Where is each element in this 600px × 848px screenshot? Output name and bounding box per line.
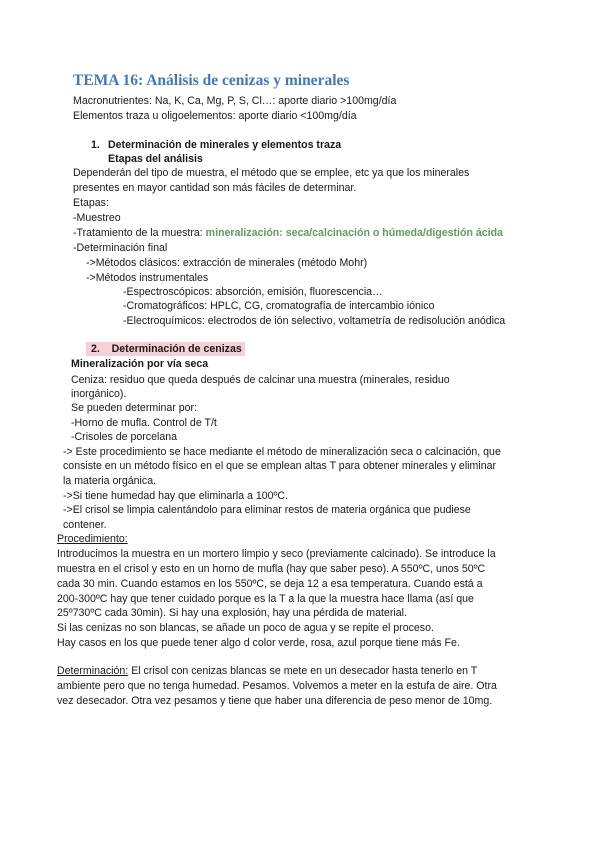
section2-subheading: Mineralización por vía seca	[71, 358, 209, 370]
section1-subheading: Etapas del análisis	[108, 153, 203, 165]
ceniza-line: -Horno de mufla. Control de T/t	[71, 417, 217, 429]
determinacion-line: vez desecador. Otra vez pesamos y tiene que haber una diferencia de peso menor de 10mg.	[57, 695, 493, 707]
step-muestreo: -Muestreo	[73, 212, 121, 224]
section1-heading: Determinación de minerales y elementos traza	[108, 139, 342, 151]
mineralizacion-highlight: mineralización: seca/calcinación o húmeda/digestión ácida	[205, 227, 503, 239]
section2-number: 2.	[91, 343, 100, 355]
step-determinacion: -Determinación final	[73, 242, 168, 254]
procedimiento-line: muestra en el crisol y esto en un horno de mufla (hay que saber peso). A 550ºC, unos 50ºC	[57, 563, 486, 575]
arrow-line: la materia orgánica.	[63, 475, 157, 487]
determinacion-first-line	[57, 664, 477, 678]
section1-para-line: presentes en mayor cantidad son más fáciles de determinar.	[73, 182, 357, 194]
method-cromatograficos: -Cromatográficos: HPLC, CG, cromatografía de intercambio iónico	[123, 300, 435, 312]
arrow-line: consiste en un método físico en el que se emplean altas T para obtener minerales y eliminar	[63, 460, 497, 472]
determinacion-line: ambiente pero que no tenga humedad. Pesamos. Volvemos a meter en la estufa de aire. Otra	[57, 680, 497, 692]
procedimiento-line: 25º730ºC cada 30min). Si hay una explosión, hay una pérdida de material.	[57, 607, 407, 619]
section2-heading-block	[86, 342, 245, 356]
method-clasicos: ->Métodos clásicos: extracción de minerales (método Mohr)	[86, 257, 368, 269]
section1-para-line: Dependerán del tipo de muestra, el método que se emplee, etc ya que los minerales	[73, 167, 470, 179]
ceniza-line: inorgánico).	[71, 388, 127, 400]
arrow-line: contener.	[63, 519, 107, 531]
page-title: TEMA 16: Análisis de cenizas y minerales	[73, 72, 350, 89]
procedimiento-label: Procedimiento:	[57, 533, 128, 545]
method-electroquimicos: -Electroquímicos: electrodos de ión selectivo, voltametría de redisolución anódica	[123, 315, 506, 327]
method-instrumentales: ->Métodos instrumentales	[86, 272, 209, 284]
ceniza-line: Se pueden determinar por:	[71, 402, 198, 414]
determinacion-label: Determinación:	[57, 665, 129, 677]
intro-line: Elementos traza u oligoelementos: aporte diario <100mg/día	[73, 110, 357, 122]
arrow-line: -> Este procedimiento se hace mediante el método de mineralización seca o calcinación, que	[63, 446, 501, 458]
procedimiento-line: 200-300ºC hay que tener cuidado porque es la T a la que la muestra hace llama (así que	[57, 593, 474, 605]
procedimiento-line: Introducimos la muestra en un mortero limpio y seco (previamente calcinado). Se introduce la	[57, 548, 496, 560]
step-tratamiento	[73, 226, 503, 240]
procedimiento-line: Si las cenizas no son blancas, se añade un poco de agua y se repite el proceso.	[57, 622, 434, 634]
ceniza-line: -Crisoles de porcelana	[71, 431, 177, 443]
arrow-line: ->Si tiene humedad hay que eliminarla a 100ºC.	[63, 490, 289, 502]
intro-line: Macronutrientes: Na, K, Ca, Mg, P, S, Cl…: aporte diario >100mg/día	[73, 95, 397, 107]
procedimiento-line: cada 30 min. Cuando estamos en los 550ºC, se deja 12 a esa temperatura. Cuando está a	[57, 578, 483, 590]
tratamiento-prefix: -Tratamiento de la muestra:	[73, 227, 206, 239]
etapas-label: Etapas:	[73, 197, 109, 209]
determinacion-text: El crisol con cenizas blancas se mete en un desecador hasta tenerlo en T	[128, 665, 478, 677]
method-espectroscopicos: -Espectroscópicos: absorción, emisión, fluorescencia…	[123, 286, 383, 298]
ceniza-line: Ceniza: residuo que queda después de calcinar una muestra (minerales, residuo	[71, 374, 450, 386]
section2-heading: Determinación de cenizas	[111, 343, 242, 355]
procedimiento-line: Hay casos en los que puede tener algo d color verde, rosa, azul porque tiene más Fe.	[57, 637, 460, 649]
section1-number: 1.	[91, 139, 100, 151]
arrow-line: ->El crisol se limpia calentándolo para eliminar restos de materia orgánica que pudiese	[63, 504, 471, 516]
